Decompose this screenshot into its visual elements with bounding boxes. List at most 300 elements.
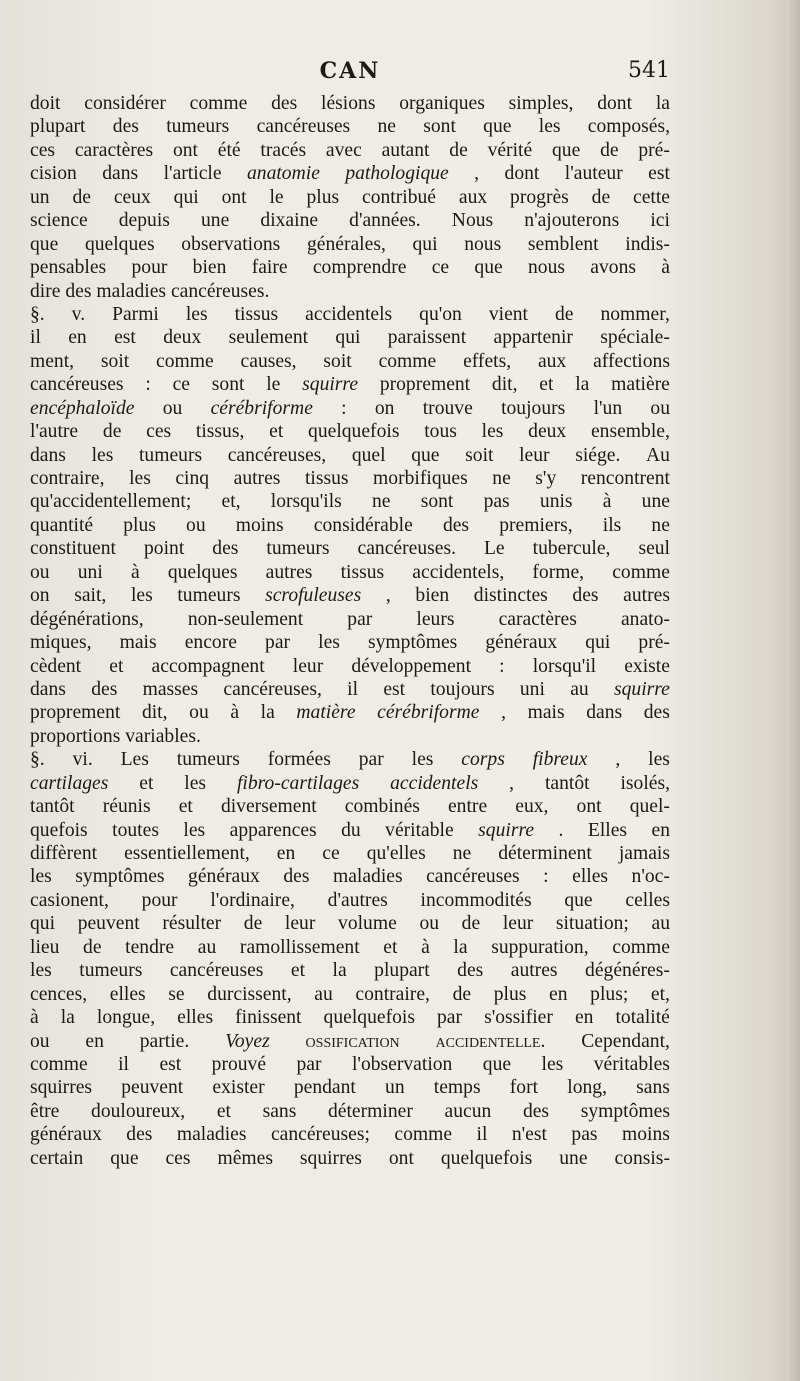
word: dégénéres- <box>585 960 670 982</box>
word: aucun <box>444 1100 492 1122</box>
word: des <box>126 1124 153 1146</box>
word: un <box>30 186 50 208</box>
word: fort <box>509 1077 539 1099</box>
word: v. <box>71 303 86 325</box>
word: ne <box>651 514 670 536</box>
word: tumeurs <box>166 116 230 138</box>
word: dire <box>30 280 66 302</box>
word: quelques <box>167 561 238 583</box>
word: jamais <box>618 843 670 864</box>
word: elles <box>572 866 609 888</box>
word: les <box>184 772 207 794</box>
text-line <box>30 186 670 209</box>
word: qu'elles <box>366 843 426 864</box>
text-line <box>30 819 670 842</box>
word: est <box>383 678 406 700</box>
word: organiques <box>399 93 485 114</box>
word: seul <box>638 538 670 560</box>
word: peuvent <box>121 1077 184 1099</box>
word: partie. <box>139 1030 190 1052</box>
word: l'auteur <box>564 163 623 185</box>
word: autres <box>510 960 558 982</box>
text-line <box>30 912 670 935</box>
word: ne <box>452 843 472 864</box>
word: peuvent <box>77 913 140 935</box>
word: temps <box>433 1077 481 1099</box>
word: l'autre <box>30 421 79 443</box>
word: des <box>457 960 484 982</box>
word: casionent, <box>30 889 109 911</box>
word: durcissent, <box>207 983 292 1005</box>
word: apparences <box>229 819 317 841</box>
word: pensables <box>30 257 107 279</box>
word: , <box>474 163 480 185</box>
word: tumeurs <box>266 538 330 560</box>
word: bien <box>415 585 450 607</box>
word: les <box>538 116 561 138</box>
text-line <box>30 936 670 959</box>
word: il <box>347 678 359 700</box>
word: en <box>85 1030 104 1052</box>
word: qu'on <box>419 303 462 325</box>
word: matière <box>611 374 670 396</box>
text-line <box>30 1100 670 1123</box>
word: ne <box>371 491 391 513</box>
word: les <box>130 585 153 607</box>
word: pathologique <box>345 163 449 185</box>
word: cancéreuses <box>169 960 264 982</box>
word: on <box>374 397 395 419</box>
word: des <box>572 585 599 607</box>
word: par <box>358 749 384 771</box>
word: caractères <box>498 608 577 630</box>
word: n'est <box>511 1124 547 1146</box>
word: des <box>271 93 298 114</box>
word: certain <box>30 1147 84 1169</box>
word: isolés, <box>620 772 670 794</box>
word: bien <box>192 257 227 279</box>
word: contraire, <box>355 983 430 1005</box>
running-head: CAN <box>319 58 381 84</box>
word: affections <box>593 350 670 372</box>
word: vi. <box>72 749 93 771</box>
word: ou <box>30 561 50 583</box>
word: siége. <box>575 444 621 466</box>
word: ont <box>576 796 602 818</box>
word: pré- <box>638 632 670 654</box>
word: accompagnent <box>151 655 265 677</box>
text-line <box>30 842 670 865</box>
word: des <box>91 678 118 700</box>
word: quel- <box>629 796 670 818</box>
word: développement <box>351 655 472 677</box>
word: la <box>332 960 347 982</box>
text-line <box>30 397 670 420</box>
word: du <box>341 819 361 841</box>
word: quefois <box>30 819 88 841</box>
word: existe <box>624 655 670 677</box>
word: à <box>602 491 612 513</box>
word: par <box>296 1053 322 1075</box>
word: squirre <box>302 374 359 396</box>
word: de <box>591 186 611 208</box>
word: . <box>558 819 564 841</box>
word: eux, <box>515 796 549 818</box>
word: des <box>65 280 97 302</box>
word: la <box>655 93 670 114</box>
word: et <box>383 936 398 958</box>
word: tantôt <box>30 796 75 818</box>
word: des <box>522 1100 550 1122</box>
word: qui <box>335 327 361 349</box>
word: n'oc- <box>631 866 670 888</box>
word: symptômes <box>580 1100 670 1122</box>
word: en <box>574 1007 594 1029</box>
word: semblent <box>527 233 599 255</box>
word: science <box>30 210 88 232</box>
word: douloureux, <box>91 1100 186 1122</box>
word: leur <box>284 913 316 935</box>
word: au <box>651 913 670 935</box>
word: simples, <box>508 93 574 114</box>
word: l'article <box>163 163 222 185</box>
word: accidentels <box>305 303 393 325</box>
word: s'ossifier <box>484 1007 553 1029</box>
word: deux <box>163 327 202 349</box>
word: paraissent <box>387 327 467 349</box>
word: plus <box>493 983 527 1005</box>
word: la <box>453 936 468 958</box>
word: ont <box>172 139 198 161</box>
text-line <box>30 631 670 654</box>
word: les <box>183 819 206 841</box>
text-line <box>30 678 670 701</box>
word: situation; <box>555 913 629 935</box>
word: ou <box>189 702 209 724</box>
word: composés, <box>587 116 670 138</box>
word: combinés <box>344 796 420 818</box>
word: pour <box>141 889 178 911</box>
word: une <box>641 491 670 513</box>
word: résulter <box>162 913 222 935</box>
text-line <box>30 655 670 678</box>
word: tubercule, <box>532 538 611 560</box>
text-line <box>30 303 670 326</box>
word: au <box>570 678 589 700</box>
word: depuis <box>118 210 170 232</box>
word: deux <box>528 421 567 443</box>
word: générales, <box>306 233 386 255</box>
word: les <box>30 960 52 982</box>
text-line <box>30 467 670 490</box>
word: de <box>243 913 263 935</box>
word: pas <box>571 1124 598 1146</box>
word: effets, <box>463 350 512 372</box>
word: d'années. <box>349 210 421 232</box>
word: quelques <box>84 233 155 255</box>
word: soit <box>323 350 352 372</box>
word: plus <box>306 186 340 208</box>
word: appartenir <box>493 327 573 349</box>
word: ne <box>492 468 511 489</box>
word: premiers, <box>499 514 573 536</box>
word: pour <box>131 257 168 279</box>
word: des <box>643 702 670 724</box>
word: corps <box>461 749 505 771</box>
word: pendant <box>293 1077 356 1099</box>
word: véritable <box>385 819 454 841</box>
word: autant <box>381 139 430 161</box>
word: fibro-cartilages <box>236 772 360 794</box>
word: il <box>118 1053 129 1075</box>
word: lésions <box>321 93 376 114</box>
word: ces <box>165 1147 191 1169</box>
word: mais <box>119 632 157 654</box>
word: forme, <box>532 561 585 583</box>
text-line <box>30 584 670 607</box>
word: cision <box>30 163 77 185</box>
word: que <box>564 889 593 911</box>
text-line <box>30 162 670 185</box>
word: leurs <box>416 608 455 630</box>
word: constituent <box>30 538 116 560</box>
word: ou <box>162 397 183 419</box>
word: des <box>442 514 470 536</box>
word: symptômes <box>75 866 165 888</box>
word: cèdent <box>30 655 82 677</box>
word: , <box>615 749 621 771</box>
word: squirres <box>30 1077 93 1099</box>
word: et <box>290 960 306 982</box>
word: que <box>551 139 581 161</box>
word: cancéreuses <box>426 866 520 888</box>
word: accidentels <box>390 772 479 794</box>
word: quel <box>351 444 386 466</box>
word: tantôt <box>544 772 590 794</box>
text-line <box>30 772 670 795</box>
word: uni <box>77 561 103 583</box>
text-line <box>30 1076 670 1099</box>
word: qui <box>412 233 438 255</box>
word: causes, <box>240 350 297 372</box>
word: une <box>201 210 230 232</box>
word: les <box>91 444 114 466</box>
text-line <box>30 1123 670 1146</box>
word: un <box>385 1077 405 1099</box>
word: ce <box>322 843 340 864</box>
word: sans <box>636 1077 670 1099</box>
word: rencontrent <box>580 468 670 489</box>
word: morbifiques <box>373 468 468 489</box>
word: tumeurs <box>176 749 240 771</box>
word: il <box>476 1124 488 1146</box>
text-line <box>30 795 670 818</box>
word: de <box>452 983 472 1005</box>
text-line <box>30 326 670 349</box>
word: quantité <box>30 514 94 536</box>
word: ment, <box>30 350 75 372</box>
word: ont <box>221 186 247 208</box>
text-line <box>30 959 670 982</box>
word: Les <box>120 749 149 771</box>
word: comme <box>394 1124 453 1146</box>
word: de <box>449 139 468 161</box>
word: les <box>318 632 340 654</box>
word: dixaine <box>260 210 319 232</box>
word: §. <box>30 749 45 771</box>
word: de <box>83 936 102 958</box>
word: cancéreuses. <box>357 538 456 560</box>
text-line <box>30 420 670 443</box>
word: , <box>509 772 515 794</box>
text-line <box>30 561 670 584</box>
word: soit <box>465 444 494 466</box>
word: toutes <box>112 819 159 841</box>
word: comme <box>612 936 670 958</box>
word: les <box>30 866 52 888</box>
word: , <box>385 585 391 607</box>
word: tissus <box>304 468 349 489</box>
body-text <box>30 92 670 1170</box>
word: et <box>269 421 284 443</box>
word: des <box>212 538 239 560</box>
word: dit, <box>491 374 518 396</box>
word: pas <box>483 491 510 513</box>
word: tracés <box>260 139 307 161</box>
word: s'y <box>535 468 557 489</box>
word: cancéreuses. <box>170 280 270 302</box>
word: non-seulement <box>187 608 304 630</box>
word: que <box>30 233 59 255</box>
word: tumeurs <box>79 960 143 982</box>
word: que <box>411 444 440 466</box>
word: mêmes <box>217 1147 273 1169</box>
text-line <box>30 889 670 912</box>
word: longue, <box>96 1007 156 1029</box>
word: spéciale- <box>600 327 670 349</box>
word: contribué <box>362 186 437 208</box>
word: progrès <box>510 186 569 208</box>
word: lieu <box>30 936 60 958</box>
text-line <box>30 725 670 748</box>
word: nommer, <box>600 303 670 325</box>
text-line <box>30 865 670 888</box>
word: exister <box>212 1077 265 1099</box>
word: autres <box>265 561 313 583</box>
word: Voyez <box>225 1030 270 1052</box>
word: dont <box>597 93 633 114</box>
word: matière <box>296 702 356 724</box>
word: ossification <box>305 1030 400 1052</box>
word: plus; <box>590 983 629 1005</box>
text-line <box>30 350 670 373</box>
word: soit <box>100 350 130 372</box>
text-line <box>30 280 670 303</box>
word: totalité <box>615 1007 670 1029</box>
word: nous <box>464 233 502 255</box>
word: par <box>347 608 373 630</box>
text-line <box>30 444 670 467</box>
word: formées <box>267 749 331 771</box>
word: trouve <box>422 397 473 419</box>
word: sont <box>420 491 454 513</box>
word: dans <box>102 163 139 185</box>
word: Au <box>646 444 670 466</box>
word: cérébriforme <box>377 702 480 724</box>
word: ou <box>419 913 440 935</box>
text-line <box>30 490 670 513</box>
word: tumeurs <box>177 585 241 607</box>
word: indis- <box>625 233 670 255</box>
word: symptômes <box>368 632 458 654</box>
word: comme <box>378 350 437 372</box>
word: tous <box>424 421 457 443</box>
word: Cependant, <box>581 1030 670 1052</box>
word: été <box>217 139 241 161</box>
word: long, <box>567 1077 607 1099</box>
word: comme <box>30 1053 88 1075</box>
word: ont <box>388 1147 414 1169</box>
text-line <box>30 537 670 560</box>
word: : <box>499 655 505 677</box>
word: généraux <box>30 1124 102 1146</box>
word: de <box>600 139 619 161</box>
word: le <box>266 374 281 396</box>
word: en <box>651 819 670 841</box>
word: des <box>112 116 139 138</box>
word: anato- <box>620 608 670 630</box>
word: accidentelle. <box>435 1030 546 1052</box>
word: cérébriforme <box>210 397 313 419</box>
word: cancéreuses <box>256 116 351 138</box>
word: ne <box>377 116 396 138</box>
word: fibreux <box>532 749 588 771</box>
text-line <box>30 983 670 1006</box>
text-line <box>30 608 670 631</box>
word: nous <box>527 257 566 279</box>
word: cancéreuses <box>30 374 124 396</box>
word: dans <box>586 702 623 724</box>
word: faire <box>251 257 288 279</box>
word: toujours <box>501 397 566 419</box>
word: la <box>260 702 275 724</box>
text-line <box>30 92 670 115</box>
text-line <box>30 209 670 232</box>
word: dans <box>30 444 66 466</box>
word: à <box>230 702 240 724</box>
word: les <box>648 749 670 771</box>
word: l'observation <box>351 1053 453 1075</box>
text-line <box>30 701 670 724</box>
page-edge-shadow <box>786 0 800 1381</box>
word: en <box>68 327 87 349</box>
word: maladies <box>176 1124 247 1146</box>
word: généraux <box>188 866 260 888</box>
word: Le <box>483 538 505 560</box>
word: Parmi <box>112 303 159 325</box>
word: avec <box>325 139 362 161</box>
word: déterminent <box>498 843 592 864</box>
word: et <box>109 655 124 677</box>
word: à <box>30 1007 39 1029</box>
word: tissus, <box>195 421 245 443</box>
text-line <box>30 139 670 162</box>
word: sont <box>211 374 245 396</box>
word: et <box>216 1100 231 1122</box>
word: incommodités <box>420 889 532 911</box>
word: que <box>110 1147 139 1169</box>
word: mais <box>527 702 565 724</box>
